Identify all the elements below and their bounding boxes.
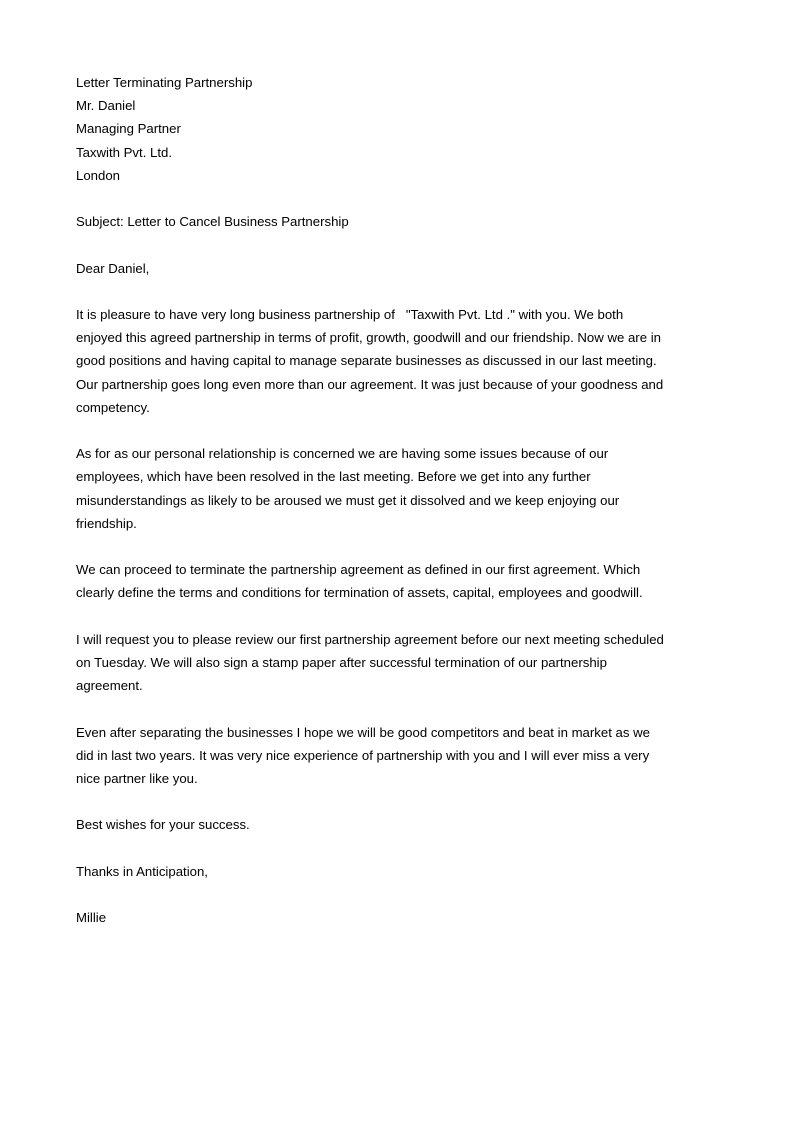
signature-line: Millie [76,910,107,926]
recipient-designation: Managing Partner [76,121,181,137]
spacer [76,790,670,813]
salutation: Dear Daniel, [76,260,150,276]
spacer [76,233,670,256]
letter-body [76,71,670,929]
subject-line: Subject: Letter to Cancel Business Partnership [76,214,349,230]
best-wishes-line: Best wishes for your success. [76,817,250,833]
body-paragraph: We can proceed to terminate the partnership agreement as defined in our first agreement. Which clearly define the terms and conditions for termination of assets, capital, employees and goodwill. [76,562,644,601]
body-paragraph: Even after separating the businesses I hope we will be good competitors and beat in market as we did in last two years. It was very nice experience of partnership with you and I will ever miss a very nice partner like you. [76,724,654,786]
spacer [76,837,670,860]
recipient-name: Mr. Daniel [76,98,136,114]
body-paragraph: I will request you to please review our first partnership agreement before our next meeting scheduled on Tuesday. We will also sign a stamp paper after successful termination of our partnership agreement. [76,631,668,694]
spacer [76,187,670,210]
recipient-company: Taxwith Pvt. Ltd. [76,144,173,160]
spacer [76,535,670,558]
letter-title: Letter Terminating Partnership [76,75,253,90]
body-paragraph: As for as our personal relationship is concerned we are having some issues because of our employees, which have been resolved in the last meeting. Before we get into any further misunderstandings as likely to be aroused we must get it dissolved and we keep enjoying our friendship. [76,446,623,531]
spacer [76,419,670,442]
recipient-city: London [76,167,121,183]
closing-line: Thanks in Anticipation, [76,863,208,879]
spacer [76,883,670,906]
spacer [76,697,670,720]
spacer [76,280,670,303]
spacer [76,605,670,628]
body-paragraph: It is pleasure to have very long business partnership of "Taxwith Pvt. Ltd ." with you. We both enjoyed this agreed partnership in terms of profit, growth, goodwill and our friendship. Now we are in good positions and having capital to manage separate businesses as discussed in our last meeting. Our partnership goes long even more than our agreement. It was just because of your goodness and competency. [76,306,667,415]
